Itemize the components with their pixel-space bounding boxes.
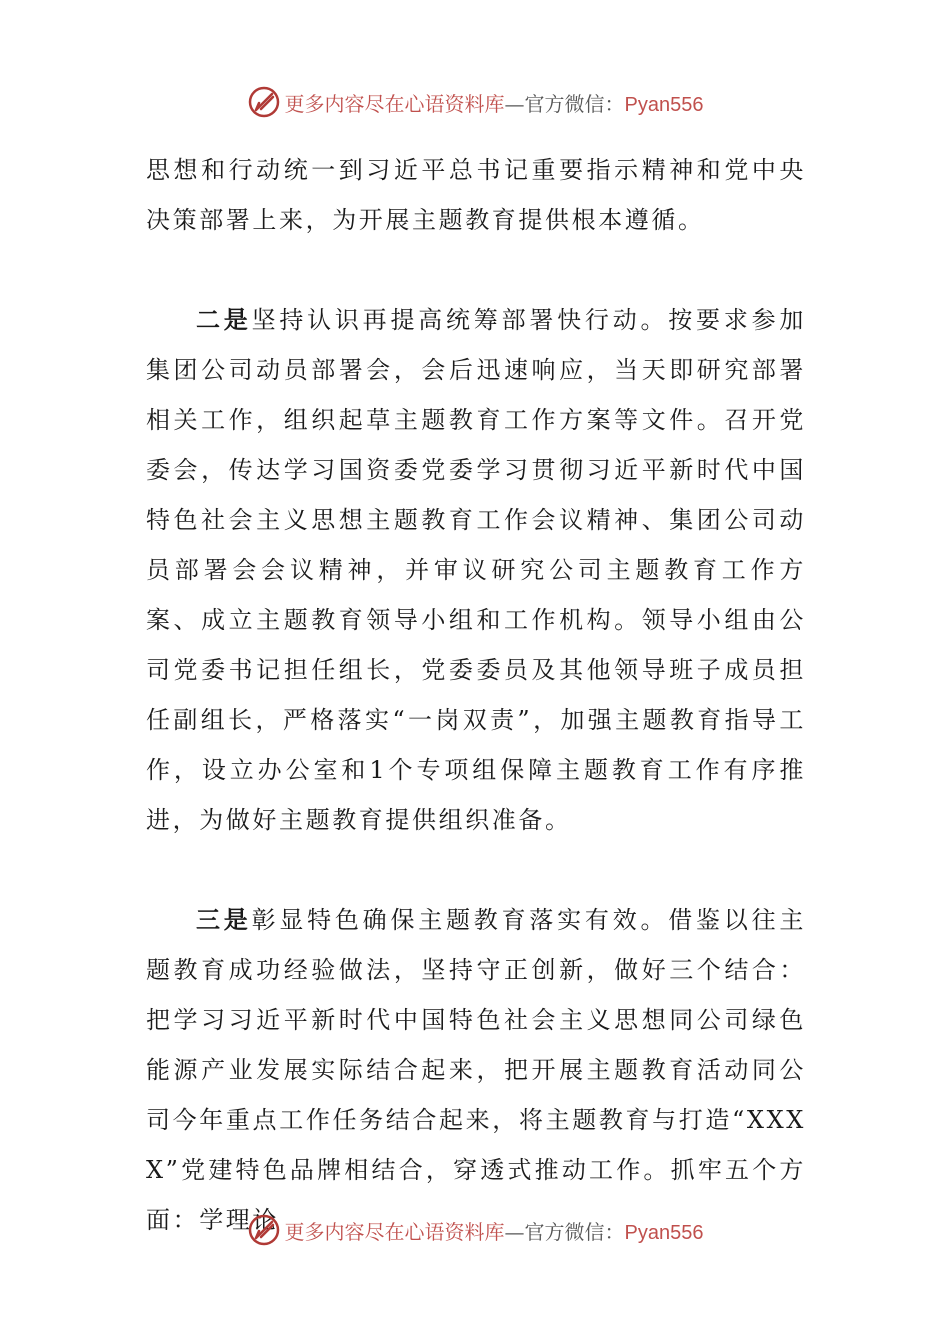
banner-text: 更多内容尽在心语资料库—官方微信：Pyan556 [284,1219,704,1244]
document-body [146,145,806,1245]
footer-banner [0,1210,950,1250]
banner-text: 更多内容尽在心语资料库—官方微信：Pyan556 [284,91,704,116]
header-banner [0,82,950,122]
paragraph-1: 思想和行动统一到习近平总书记重要指示精神和党中央决策部署上来，为开展主题教育提供根本遵循。 [146,156,806,234]
paragraph-lead: 二是 [196,305,252,334]
paragraph-3: 三是彰显特色确保主题教育落实有效。借鉴以往主题教育成功经验做法，坚持守正创新，做好三个结合：把学习习近平新时代中国特色社会主义思想同公司绿色能源产业发展实际结合起来，把开展主题教育活动同公司今年重点工作任务结合起来，将主题教育与打造“XXXX”党建特色品牌相结合，穿透式推动工作。抓牢五个方面：学理论 [146,905,806,1234]
quill-logo-icon [247,1213,281,1247]
paragraph-lead: 三是 [196,905,252,934]
quill-logo-icon [247,85,281,119]
paragraph-2: 二是坚持认识再提高统筹部署快行动。按要求参加集团公司动员部署会，会后迅速响应，当天即研究部署相关工作，组织起草主题教育工作方案等文件。召开党委会，传达学习国资委党委学习贯彻习近平新时代中国特色社会主义思想主题教育工作会议精神、集团公司动员部署会会议精神，并审议研究公司主题教育工作方案、成立主题教育领导小组和工作机构。领导小组由公司党委书记担任组长，党委委员及其他领导班子成员担任副组长，严格落实“一岗双责”，加强主题教育指导工作，设立办公室和1个专项组保障主题教育工作有序推进，为做好主题教育提供组织准备。 [146,305,806,834]
